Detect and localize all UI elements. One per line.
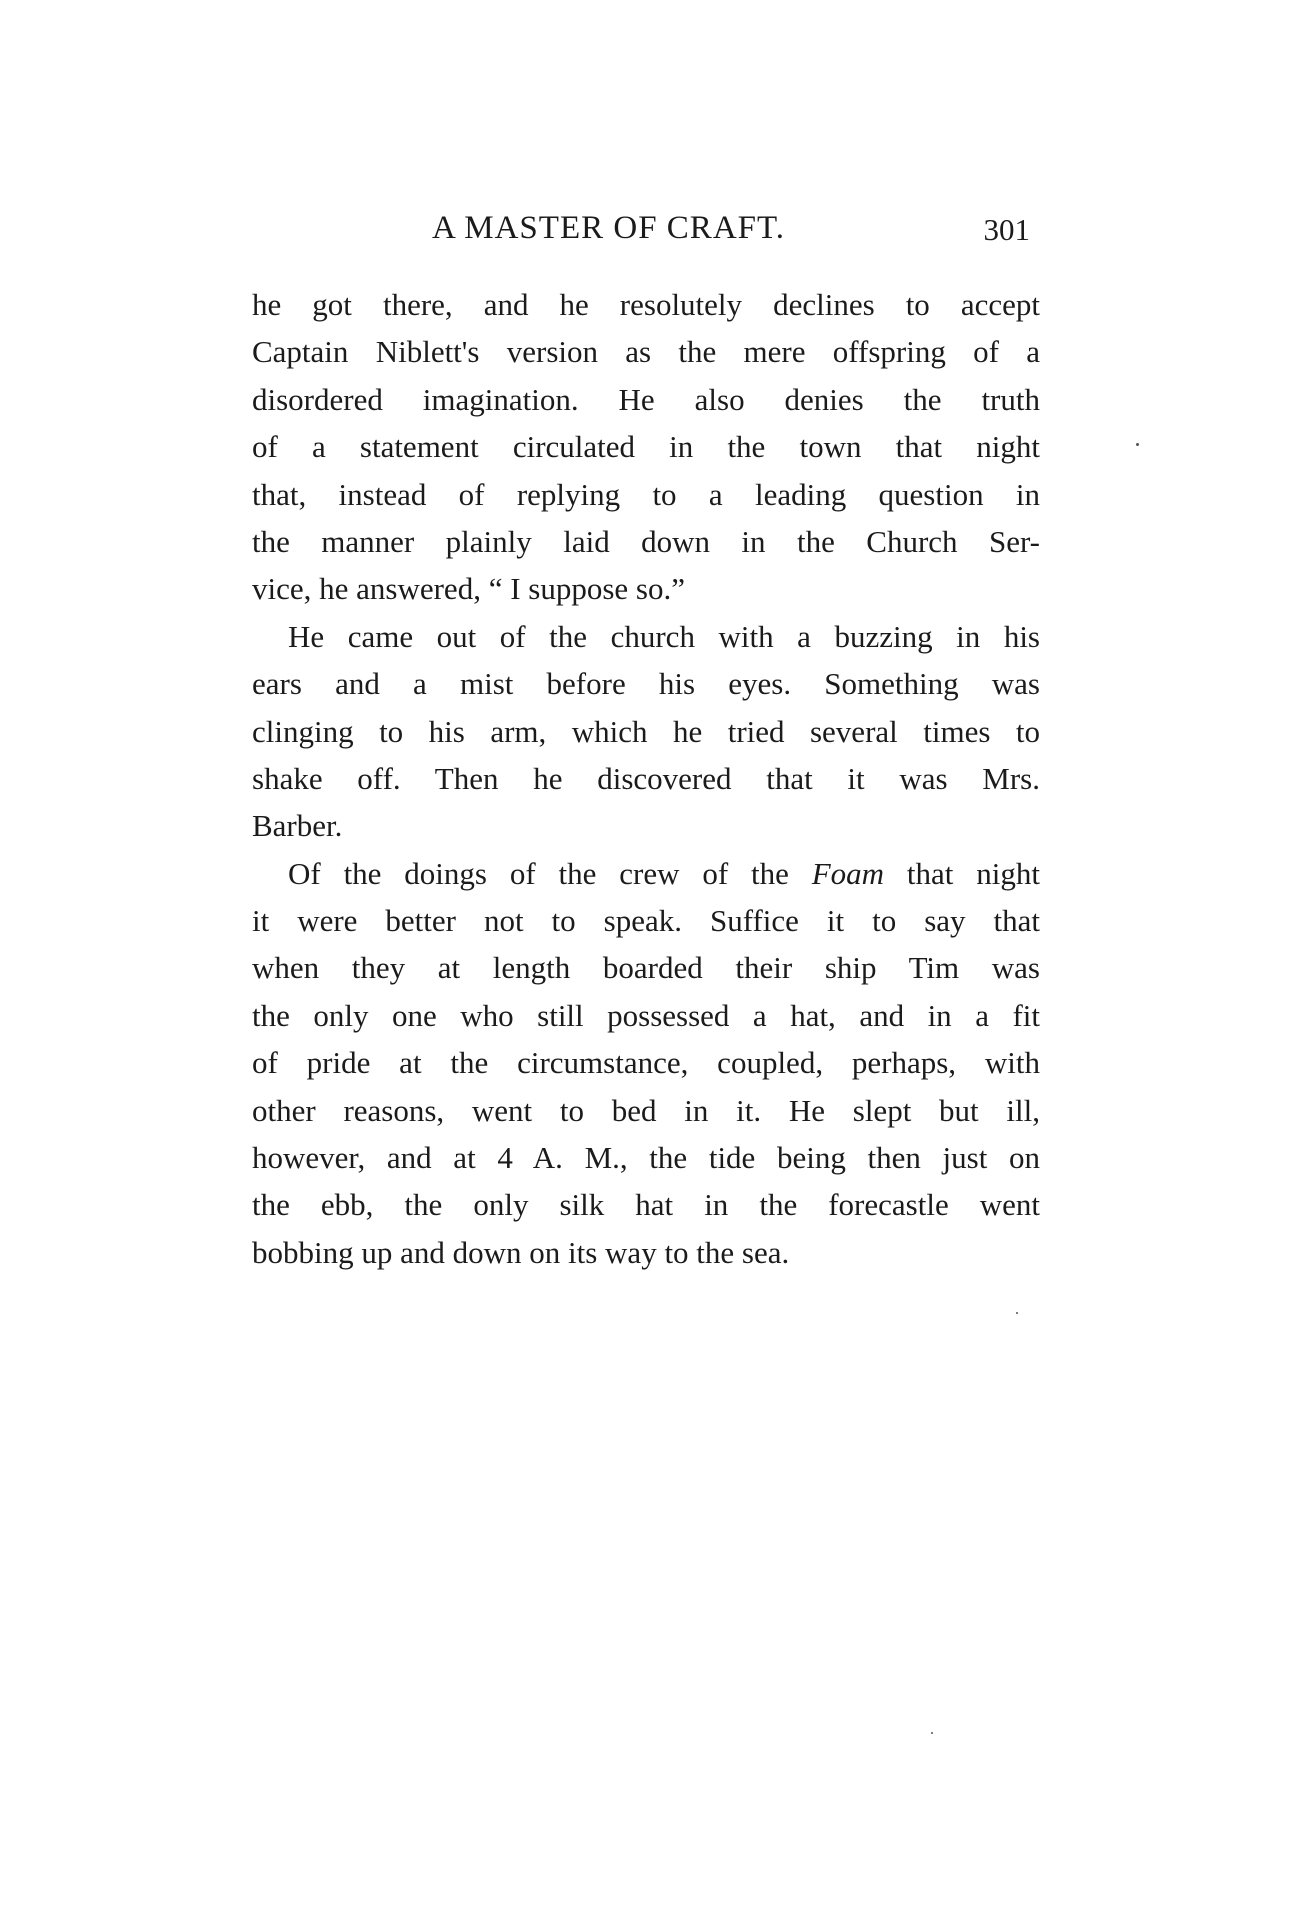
text-line: other reasons, went to bed in it. He slept but ill, bbox=[252, 1092, 1040, 1128]
text-line: of pride at the circumstance, coupled, perhaps, with bbox=[252, 1045, 1040, 1081]
running-head bbox=[252, 210, 1038, 254]
text-line: however, and at 4 A. M., the tide being then just on bbox=[252, 1140, 1040, 1176]
text-line: the ebb, the only silk hat in the forecastle went bbox=[252, 1187, 1040, 1223]
text-line: he got there, and he resolutely declines to accept bbox=[252, 287, 1040, 322]
paragraph-1 bbox=[252, 281, 1040, 613]
text-line: it were better not to speak. Suffice it to say that bbox=[252, 903, 1040, 939]
body-text bbox=[252, 281, 1040, 1276]
text-line: vice, he answered, “ I suppose so.” bbox=[252, 571, 685, 607]
text-line: He came out of the church with a buzzing in his bbox=[288, 618, 1040, 654]
text-line: the only one who still possessed a hat, and in a fit bbox=[252, 997, 1040, 1033]
text-line: when they at length boarded their ship Tim was bbox=[252, 950, 1040, 986]
text-line: bobbing up and down on its way to the sea. bbox=[252, 1234, 790, 1270]
text-line: disordered imagination. He also denies the truth bbox=[252, 381, 1040, 417]
paper-speck bbox=[931, 1732, 933, 1734]
paragraph-2 bbox=[252, 613, 1040, 850]
text-line bbox=[252, 850, 1040, 897]
page-number: 301 bbox=[983, 212, 1030, 247]
paragraph-3 bbox=[252, 850, 1040, 1277]
running-title: A MASTER OF CRAFT. bbox=[432, 210, 785, 246]
paper-speck bbox=[1136, 443, 1139, 446]
text-line: clinging to his arm, which he tried several times to bbox=[252, 713, 1040, 749]
paper-speck bbox=[1016, 1312, 1018, 1314]
text-line: ears and a mist before his eyes. Something was bbox=[252, 666, 1040, 702]
ship-name: Foam bbox=[811, 855, 885, 891]
text-line: Captain Niblett's version as the mere offspring of a bbox=[252, 334, 1040, 370]
text-line: the manner plainly laid down in the Church Ser- bbox=[252, 523, 1040, 559]
text-line: of a statement circulated in the town that night bbox=[252, 429, 1040, 465]
text-line: that, instead of replying to a leading question in bbox=[252, 476, 1040, 512]
text-fragment: that night bbox=[884, 855, 1040, 891]
text-line: shake off. Then he discovered that it was Mrs. bbox=[252, 760, 1040, 796]
text-fragment: Of the doings of the crew of the bbox=[288, 855, 812, 891]
text-line: Barber. bbox=[252, 808, 343, 844]
